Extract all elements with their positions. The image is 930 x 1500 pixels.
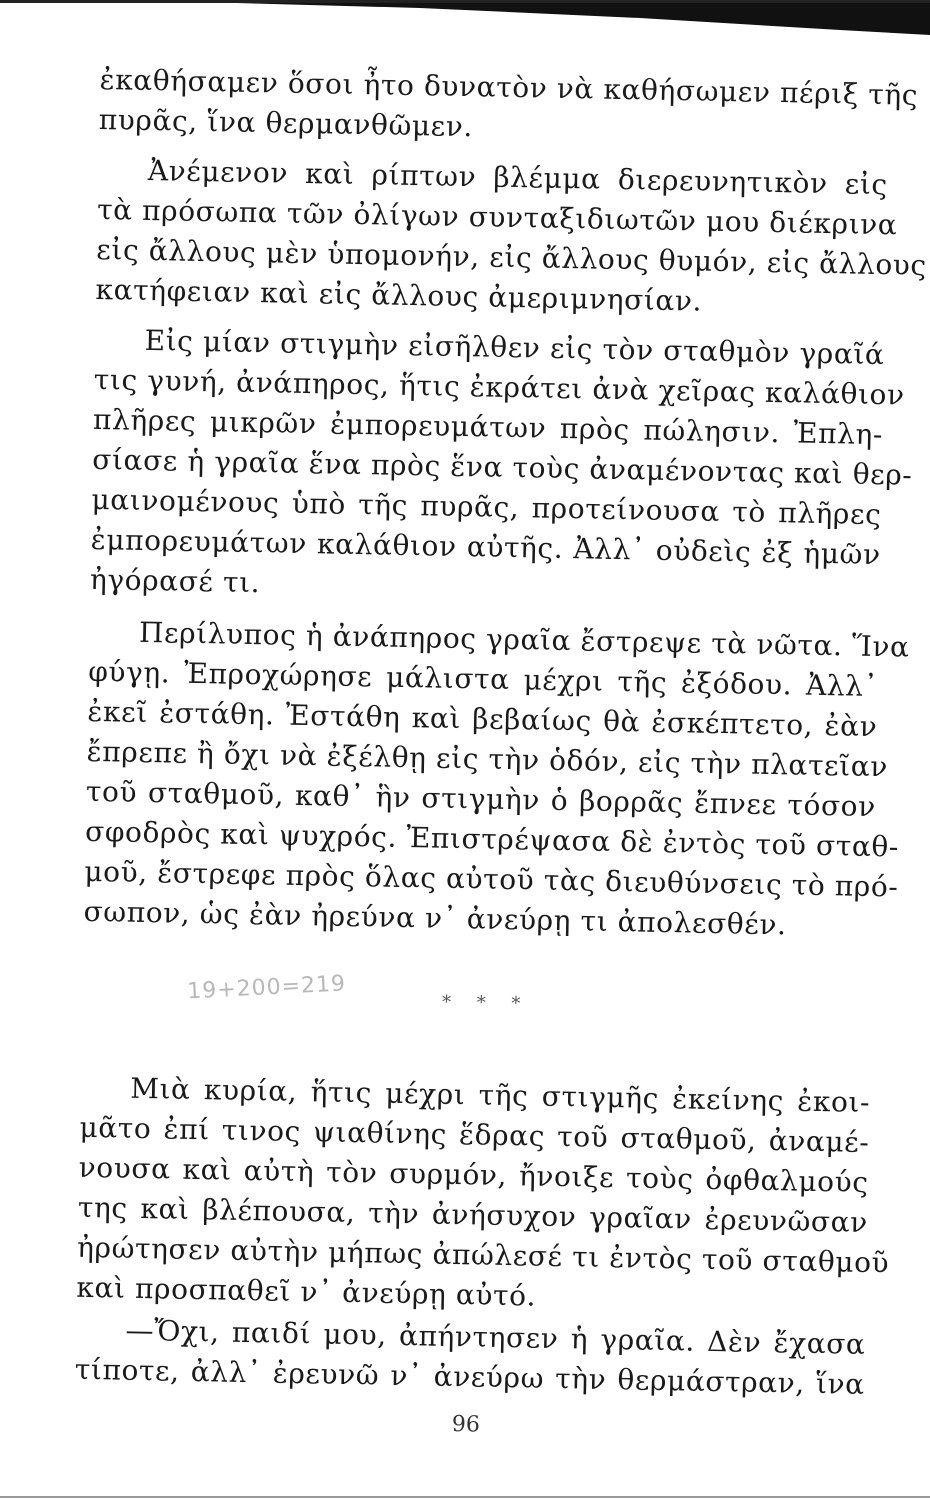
text-line: Εἰς μίαν στιγμὴν εἰσῆλθεν εἰς τὸν σταθμὸν γραῖά: [144, 323, 885, 372]
text-line: σωπον, ὡς ἐὰν ἠρεύνα ν᾽ ἀνεύρῃ τι ἀπολεσθέν.: [83, 894, 787, 942]
text-line: Ἀνέμενον καὶ ρίπτων βλέμμα διερευνητικὸν εἰς: [147, 153, 889, 202]
text-line: Περίλυπος ἡ ἀνάπηρος γραῖα ἔστρεψε τὰ νῶτα. Ἵνα: [138, 615, 910, 664]
text-line: εἰς ἄλλους μὲν ὑπομονήν, εἰς ἄλλους θυμόν, εἰς ἄλλους: [96, 232, 928, 282]
text-line: τὰ πρόσωπα τῶν ὀλίγων συνταξιδιωτῶν μου διέκρινα: [96, 192, 898, 242]
text-line: μαινομένους ὑπὸ τῆς πυρᾶς, προτείνουσα τὸ πλῆρες: [91, 482, 882, 532]
text-line: Μιὰ κυρία, ἥτις μέχρι τῆς στιγμῆς ἐκείνης ἐκοι-: [129, 1071, 871, 1119]
text-line: ἐμπορευμάτων καλάθιον αὐτῆς. Ἀλλ᾽ οὐδεὶς ἐξ ἡμῶν: [90, 522, 881, 572]
text-line: κατήφειαν καὶ εἰς ἄλλους ἀμεριμνησίαν.: [95, 272, 703, 318]
text-line: της καὶ βλέπουσα, τὴν ἀνήσυχον γραῖαν ἐρευνῶσαν: [77, 1190, 869, 1239]
book-page: [74, 60, 930, 1438]
text-line: —Ὄχι, παιδί μου, ἀπήντησεν ἡ γραῖα. Δὲν ἔχασα: [125, 1313, 866, 1361]
text-line: καὶ προσπαθεῖ ν᾽ ἀνεύρῃ αὐτό.: [76, 1270, 537, 1313]
page-number: 96: [451, 1412, 481, 1438]
text-line: ἠγόρασέ τι.: [89, 562, 261, 600]
text-line: πυρᾶς, ἵνα θερμανθῶμεν.: [98, 102, 474, 144]
pencil-annotation: 19+200=219: [186, 971, 347, 1005]
text-line: ἠρώτησεν αὐτὴν μήπως ἀπώλεσέ τι ἐντὸς τοῦ σταθμοῦ: [76, 1230, 890, 1280]
text-line: μᾶτο ἐπί τινος ψιαθίνης ἕδρας τοῦ σταθμοῦ, ἀναμέ-: [79, 1110, 870, 1159]
text-line: μοῦ, ἔστρεφε πρὸς ὅλας αὐτοῦ τὰς διευθύνσεις τὸ πρό-: [84, 854, 899, 904]
text-line: τοῦ σταθμοῦ, καθ᾽ ἣν στιγμὴν ὁ βορρᾶς ἔπνεε τόσον: [85, 774, 877, 824]
text-line: τίποτε, ἀλλ᾽ ἐρευνῶ ν᾽ ἀνεύρω τὴν θερμάστραν, ἵνα: [74, 1352, 866, 1401]
text-line: σίασε ἡ γραῖα ἕνα πρὸς ἕνα τοὺς ἀναμένοντας καὶ θερ-: [92, 442, 913, 492]
text-line: τις γυνή, ἀνάπηρος, ἥτις ἐκράτει ἀνὰ χεῖρας καλάθιον: [93, 362, 905, 412]
text-line: νουσα καὶ αὐτὴ τὸν συρμόν, ἤνοιξε τοὺς ὀφθαλμούς: [78, 1150, 869, 1199]
text-line: φύγῃ. Ἐπροχώρησε μάλιστα μέχρι τῆς ἐξόδου. Ἀλλ᾽: [87, 654, 879, 704]
section-break: * * *: [441, 991, 531, 1015]
text-line: πλῆρες μικρῶν ἐμπορευμάτων πρὸς πώλησιν. Ἐπλη-: [92, 402, 884, 452]
text-line: ἐκεῖ ἐστάθη. Ἐστάθη καὶ βεβαίως θὰ ἐσκέπτετο, ἐὰν: [87, 694, 878, 744]
text-line: σφοδρὸς καὶ ψυχρός. Ἐπιστρέψασα δὲ ἐντὸς τοῦ σταθ-: [84, 814, 900, 864]
text-line: ἐκαθήσαμεν ὅσοι ἦτο δυνατὸν νὰ καθήσωμεν πέριξ τῆς: [99, 62, 919, 112]
text-line: ἔπρεπε ἢ ὄχι νὰ ἐξέλθῃ εἰς τὴν ὁδόν, εἰς τὴν πλατεῖαν: [86, 734, 889, 784]
